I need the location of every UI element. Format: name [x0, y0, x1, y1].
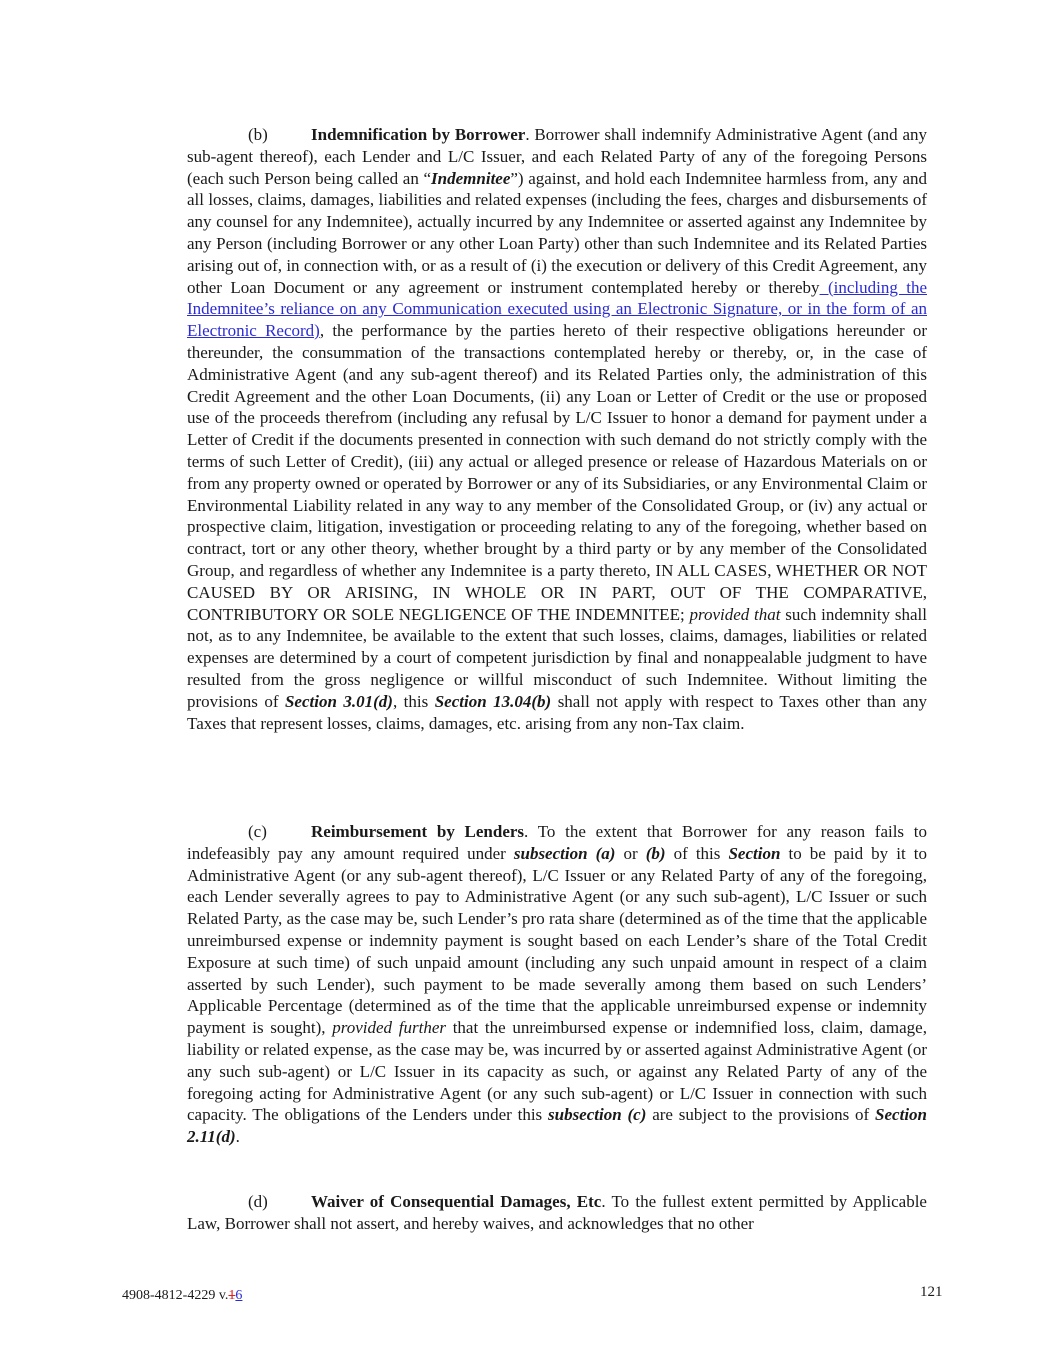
proviso: provided that [689, 604, 781, 624]
paragraph-label: (c) [248, 822, 267, 841]
section-reference: Section 2.11(d) [187, 1105, 927, 1147]
section-reference: subsection (c) [548, 1105, 647, 1125]
section-reference: Section [728, 843, 781, 863]
paragraph-b: (b) Indemnification by Borrower. Borrower shall indemnify Administrative Agent (and any sub-agent thereof), each Lender and L/C Issuer, and each Related Party of any of the foregoing Persons (each such Person being called an “Indemnitee”) against, and hold each Indemnitee harmless from, any and all losses, claims, damages, liabilities and related expenses (including the fees, charges and disbursements of any counsel for any Indemnitee), actually incurred by any Indemnitee or asserted against any Indemnitee by any Person (including Borrower or any other Loan Party) other than such Indemnitee and its Related Parties arising out of, in connection with, or as a result of (i) the execution or delivery of this Credit Agreement, any other Loan Document or any agreement or instrument contemplated hereby or thereby (including the Indemnitee’s reliance on any Communication executed using an Electronic Signature, or in the form of an Electronic Record), the performance by the parties hereto of their respective obligations hereunder or thereunder, the consummation of the transactions contemplated hereby or thereby, or, in the case of Administrative Agent (and any sub-agent thereof) and its Related Parties only, the administration of this Credit Agreement and the other Loan Documents, (ii) any Loan or Letter of Credit or the use or proposed use of the proceeds therefrom (including any refusal by L/C Issuer to honor a demand for payment under a Letter of Credit if the documents presented in connection with such demand do not strictly comply with the terms of such Letter of Credit), (iii) any actual or alleged presence or release of Hazardous Materials on or from any property owned or operated by Borrower or any of its Subsidiaries, or any Environmental Claim or Environmental Liability related in any way to any member of the Consolidated Group, or (iv) any actual or prospective claim, litigation, investigation or proceeding relating to any of the foregoing, whether based on contract, tort or any other theory, whether brought by a third party or by any member of the Consolidated Group, and regardless of whether any Indemnitee is a party thereto, IN ALL CASES, WHETHER OR NOT CAUSED BY OR ARISING, IN WHOLE OR IN PART, OUT OF THE COMPARATIVE, CONTRIBUTORY OR SOLE NEGLIGENCE OF THE INDEMNITEE; provided that such indemnity shall not, as to any Indemnitee, be available to the extent that such losses, claims, damages, liabilities or related expenses are determined by a court of competent jurisdiction by final and nonappealable judgment to have resulted from the gross negligence or willful misconduct of such Indemnitee. Without limiting the provisions of Section 3.01(d), this Section 13.04(b) shall not apply with respect to Taxes other than any Taxes that represent losses, claims, damages, etc. arising from any non-Tax claim. [187, 125, 927, 733]
defined-term: Indemnitee [431, 168, 511, 188]
paragraph-heading: Waiver of Consequential Damages, Etc [311, 1192, 602, 1211]
paragraph-heading: Indemnification by Borrower [311, 125, 526, 144]
section-reference: subsection (a) [513, 843, 616, 863]
section-reference: Section 3.01(d) [284, 691, 393, 711]
section-reference: Section 13.04(b) [434, 691, 552, 711]
inserted-revision-text: (including the Indemnitee’s reliance on any Communication executed using an Electronic Signature, or in the form of an Electronic Record) [187, 277, 927, 341]
inserted-version: 6 [235, 1288, 243, 1303]
document-id: 4908-4812-4229 v.16 [122, 1288, 243, 1303]
paragraph-heading: Reimbursement by Lenders [311, 822, 525, 841]
paragraph-label: (d) [248, 1192, 268, 1211]
section-reference: (b) [645, 843, 666, 863]
page-number: 121 [920, 1284, 943, 1300]
paragraph-label: (b) [248, 125, 268, 144]
deleted-version: 1 [228, 1288, 236, 1303]
paragraph-c: (c) Reimbursement by Lenders. To the extent that Borrower for any reason fails to indefeasibly pay any amount required under subsection (a) or (b) of this Section to be paid by it to Administrative Agent (or any sub-agent thereof), L/C Issuer or any Related Party of any of the foregoing, each Lender severally agrees to pay to Administrative Agent (or any such sub-agent), L/C Issuer or such Related Party, as the case may be, such Lender’s pro rata share (determined as of the time that the applicable unreimbursed expense or indemnity payment is sought based on each Lender’s share of the Total Credit Exposure at such time) of such unpaid amount (including any such unpaid amount in respect of a claim asserted by such Lender), such payment to be made severally among them based on such Lenders’ Applicable Percentage (determined as of the time that the applicable unreimbursed expense or indemnity payment is sought), provided further that the unreimbursed expense or indemnified loss, claim, damage, liability or related expense, as the case may be, was incurred by or asserted against Administrative Agent (or any such sub-agent) or L/C Issuer in its capacity as such, or against any Related Party of any of the foregoing acting for Administrative Agent (or any such sub-agent) or L/C Issuer in connection with such capacity. The obligations of the Lenders under this subsection (c) are subject to the provisions of Section 2.11(d). [187, 822, 927, 1147]
paragraph-d: (d) Waiver of Consequential Damages, Etc. To the fullest extent permitted by Applicable Law, Borrower shall not assert, and hereby waives, and acknowledges that no other [187, 1192, 927, 1233]
proviso: provided further [332, 1018, 446, 1038]
